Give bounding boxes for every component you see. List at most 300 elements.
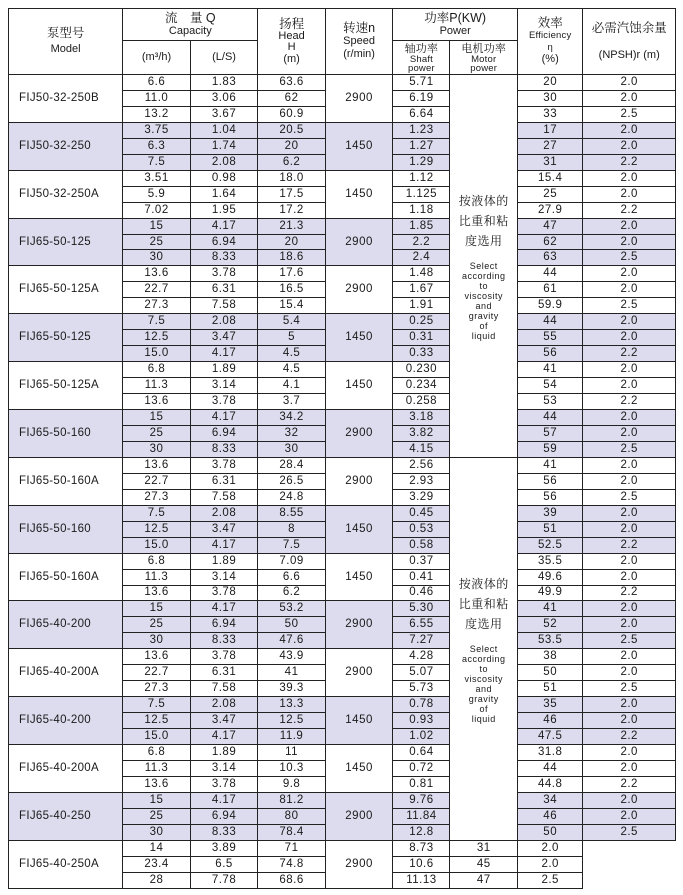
- model-header-zh: 泵型号: [46, 26, 85, 40]
- head-cell: 6.2: [258, 585, 326, 601]
- speed-cell: 1450: [325, 170, 393, 218]
- head-cell: 4.5: [258, 362, 326, 378]
- npsh-cell: 2.0: [583, 170, 676, 186]
- npsh-cell: 2.0: [583, 138, 676, 154]
- capacity-ls-cell: 0.98: [190, 170, 258, 186]
- capacity-ls-cell: 1.89: [190, 362, 258, 378]
- motor-note-en-line: of: [479, 320, 488, 331]
- motor-note-en-line: liquid: [471, 330, 496, 341]
- model-cell: FIJ65-50-160: [9, 505, 123, 553]
- npsh-cell: 2.0: [583, 425, 676, 441]
- capacity-m3h-cell: 15: [123, 792, 191, 808]
- capacity-m3h-cell: 22.7: [123, 473, 191, 489]
- capacity-m3h-cell: 27.3: [123, 681, 191, 697]
- capacity-ls-cell: 3.78: [190, 649, 258, 665]
- shaft-power-cell: 4.28: [393, 649, 450, 665]
- efficiency-cell: 45: [450, 856, 518, 872]
- motor-note-en-line: of: [479, 703, 488, 714]
- efficiency-cell: 56: [517, 346, 582, 362]
- table-row: [9, 170, 676, 186]
- table-row: [9, 649, 676, 665]
- efficiency-cell: 44: [517, 314, 582, 330]
- head-cell: 11: [258, 745, 326, 761]
- capacity-ls-cell: 7.58: [190, 489, 258, 505]
- efficiency-cell: 59.9: [517, 298, 582, 314]
- efficiency-cell: 53.5: [517, 633, 582, 649]
- shaft-power-cell: 2.56: [393, 457, 450, 473]
- efficiency-cell: 51: [517, 681, 582, 697]
- head-cell: 6.2: [258, 154, 326, 170]
- capacity-m3h-cell: 22.7: [123, 665, 191, 681]
- shaft-power-cell: 1.85: [393, 218, 450, 234]
- capacity-m3h-cell: 7.5: [123, 314, 191, 330]
- efficiency-cell: 33: [517, 106, 582, 122]
- efficiency-cell: 20: [517, 75, 582, 91]
- motor-note-en: [450, 261, 517, 341]
- capacity-ls-cell: 3.78: [190, 266, 258, 282]
- capacity-ls-cell: 7.58: [190, 298, 258, 314]
- motor-note-en-line: viscosity: [464, 673, 503, 684]
- speed-cell: 2900: [325, 601, 393, 649]
- capacity-ls-cell: 8.33: [190, 441, 258, 457]
- shaft-power-cell: 7.27: [393, 633, 450, 649]
- capacity-ls-cell: 1.74: [190, 138, 258, 154]
- capacity-ls-cell: 4.17: [190, 537, 258, 553]
- efficiency-header-en: Efficiency: [528, 30, 572, 41]
- capacity-m3h-cell: 15: [123, 601, 191, 617]
- shaft-power-cell: 1.02: [393, 729, 450, 745]
- motor-note-en: [450, 644, 517, 724]
- model-cell: FIJ65-50-125A: [9, 266, 123, 314]
- table-row: [9, 314, 676, 330]
- shaft-power-cell: 11.84: [393, 808, 450, 824]
- head-cell: 60.9: [258, 106, 326, 122]
- shaft-power-cell: 8.73: [393, 840, 450, 856]
- efficiency-cell: 31: [450, 840, 518, 856]
- capacity-m3h-cell: 11.3: [123, 569, 191, 585]
- motor-note-en-line: and: [475, 300, 492, 311]
- efficiency-cell: 62: [517, 234, 582, 250]
- npsh-cell: 2.5: [583, 681, 676, 697]
- motor-power-note: [450, 457, 518, 840]
- shaft-power-cell: 0.31: [393, 330, 450, 346]
- efficiency-cell: 46: [517, 808, 582, 824]
- capacity-m3h-cell: 12.5: [123, 330, 191, 346]
- npsh-cell: 2.2: [583, 154, 676, 170]
- shaft-power-cell: 1.91: [393, 298, 450, 314]
- head-cell: 6.6: [258, 569, 326, 585]
- speed-cell: 1450: [325, 362, 393, 410]
- shaft-power-en: Shaft power: [407, 53, 435, 74]
- npsh-cell: 2.2: [583, 776, 676, 792]
- shaft-power-header: [393, 41, 450, 75]
- capacity-m3h-cell: 13.6: [123, 776, 191, 792]
- efficiency-cell: 38: [517, 649, 582, 665]
- power-header-en: Power: [439, 24, 471, 37]
- npsh-cell: 2.5: [583, 250, 676, 266]
- head-cell: 32: [258, 425, 326, 441]
- capacity-m3h-cell: 13.2: [123, 106, 191, 122]
- efficiency-cell: 44: [517, 410, 582, 426]
- capacity-ls-cell: 3.78: [190, 776, 258, 792]
- efficiency-cell: 53: [517, 394, 582, 410]
- capacity-m3h-cell: 15.0: [123, 537, 191, 553]
- model-cell: FIJ65-40-250: [9, 792, 123, 840]
- head-cell: 26.5: [258, 473, 326, 489]
- npsh-cell: 2.0: [583, 617, 676, 633]
- table-body: [9, 75, 676, 889]
- npsh-cell: 2.2: [583, 729, 676, 745]
- npsh-cell: 2.0: [583, 362, 676, 378]
- head-cell: 8: [258, 521, 326, 537]
- head-cell: 16.5: [258, 282, 326, 298]
- capacity-ls-cell: 8.33: [190, 824, 258, 840]
- model-cell: FIJ65-50-125A: [9, 362, 123, 410]
- pump-performance-table: [8, 8, 676, 889]
- npsh-cell: 2.0: [583, 649, 676, 665]
- npsh-cell: 2.0: [583, 218, 676, 234]
- motor-note-en-line: gravity: [468, 693, 499, 704]
- npsh-cell: 2.0: [583, 713, 676, 729]
- speed-cell: 2900: [325, 792, 393, 840]
- capacity-ls-cell: 8.33: [190, 250, 258, 266]
- npsh-header-en: (NPSH)r (m): [598, 48, 660, 61]
- motor-note-zh-line: 按液体的: [458, 576, 509, 591]
- capacity-ls-cell: 3.89: [190, 840, 258, 856]
- capacity-ls-cell: 6.31: [190, 282, 258, 298]
- model-header: [9, 9, 123, 75]
- capacity-m3h-cell: 3.75: [123, 122, 191, 138]
- efficiency-cell: 39: [517, 505, 582, 521]
- capacity-m3h-cell: 5.9: [123, 186, 191, 202]
- efficiency-cell: 35: [517, 697, 582, 713]
- efficiency-cell: 44: [517, 760, 582, 776]
- capacity-m3h-cell: 13.6: [123, 457, 191, 473]
- efficiency-header-unit: (%): [541, 53, 559, 65]
- head-cell: 63.6: [258, 75, 326, 91]
- head-cell: 18.0: [258, 170, 326, 186]
- model-cell: FIJ65-40-200A: [9, 745, 123, 793]
- capacity-m3h-cell: 13.6: [123, 266, 191, 282]
- model-cell: FIJ65-40-200A: [9, 649, 123, 697]
- table-row: [9, 362, 676, 378]
- npsh-cell: 2.0: [583, 330, 676, 346]
- capacity-unit-ls: (L/S): [190, 41, 258, 75]
- shaft-power-cell: 2.4: [393, 250, 450, 266]
- head-cell: 71: [258, 840, 326, 856]
- capacity-m3h-cell: 6.8: [123, 362, 191, 378]
- npsh-cell: 2.0: [583, 75, 676, 91]
- shaft-power-cell: 2.2: [393, 234, 450, 250]
- speed-cell: 1450: [325, 122, 393, 170]
- capacity-ls-cell: 3.78: [190, 457, 258, 473]
- head-cell: 21.3: [258, 218, 326, 234]
- table-row: [9, 457, 676, 473]
- efficiency-cell: 17: [517, 122, 582, 138]
- head-cell: 43.9: [258, 649, 326, 665]
- npsh-cell: 2.0: [583, 186, 676, 202]
- npsh-cell: 2.2: [583, 346, 676, 362]
- capacity-ls-cell: 6.31: [190, 473, 258, 489]
- efficiency-cell: 27: [517, 138, 582, 154]
- shaft-power-cell: 0.234: [393, 378, 450, 394]
- motor-note-zh: [450, 574, 517, 634]
- head-cell: 20: [258, 138, 326, 154]
- npsh-cell: 2.0: [583, 569, 676, 585]
- capacity-m3h-cell: 30: [123, 824, 191, 840]
- capacity-unit-m3h: (m³/h): [123, 41, 191, 75]
- model-cell: FIJ65-40-250A: [9, 840, 123, 888]
- speed-header-unit: (r/min): [343, 48, 375, 60]
- efficiency-cell: 31: [517, 154, 582, 170]
- npsh-cell: 2.5: [517, 872, 582, 888]
- capacity-m3h-cell: 23.4: [123, 856, 191, 872]
- npsh-cell: 2.0: [517, 840, 582, 856]
- efficiency-cell: 15.4: [517, 170, 582, 186]
- capacity-ls-cell: 6.94: [190, 234, 258, 250]
- motor-note-en-line: and: [475, 683, 492, 694]
- capacity-m3h-cell: 7.02: [123, 202, 191, 218]
- shaft-power-cell: 1.27: [393, 138, 450, 154]
- npsh-cell: 2.0: [583, 314, 676, 330]
- efficiency-cell: 56: [517, 489, 582, 505]
- npsh-cell: 2.0: [583, 521, 676, 537]
- table-row: [9, 553, 676, 569]
- capacity-m3h-cell: 12.5: [123, 713, 191, 729]
- motor-note-en-line: gravity: [468, 310, 499, 321]
- model-cell: FIJ50-32-250: [9, 122, 123, 170]
- shaft-power-cell: 1.12: [393, 170, 450, 186]
- capacity-m3h-cell: 25: [123, 808, 191, 824]
- npsh-cell: 2.5: [583, 441, 676, 457]
- motor-note-zh-line: 比重和粘: [458, 596, 509, 611]
- model-cell: FIJ50-32-250B: [9, 75, 123, 123]
- capacity-ls-cell: 6.94: [190, 808, 258, 824]
- capacity-m3h-cell: 25: [123, 617, 191, 633]
- capacity-m3h-cell: 6.8: [123, 553, 191, 569]
- efficiency-cell: 47: [517, 218, 582, 234]
- npsh-cell: 2.0: [583, 505, 676, 521]
- table-row: [9, 792, 676, 808]
- npsh-cell: 2.0: [583, 122, 676, 138]
- speed-cell: 2900: [325, 218, 393, 266]
- npsh-cell: 2.0: [583, 282, 676, 298]
- capacity-ls-cell: 3.47: [190, 713, 258, 729]
- efficiency-cell: 25: [517, 186, 582, 202]
- motor-note-en-line: to: [479, 663, 488, 674]
- npsh-cell: 2.2: [583, 394, 676, 410]
- capacity-m3h-cell: 6.6: [123, 75, 191, 91]
- shaft-power-cell: 4.15: [393, 441, 450, 457]
- capacity-ls-cell: 2.08: [190, 314, 258, 330]
- npsh-cell: 2.0: [583, 601, 676, 617]
- table-row: [9, 75, 676, 91]
- head-cell: 9.8: [258, 776, 326, 792]
- capacity-ls-cell: 4.17: [190, 601, 258, 617]
- shaft-power-cell: 3.29: [393, 489, 450, 505]
- shaft-power-cell: 3.18: [393, 410, 450, 426]
- npsh-cell: 2.0: [583, 410, 676, 426]
- capacity-m3h-cell: 11.3: [123, 378, 191, 394]
- capacity-m3h-cell: 15.0: [123, 729, 191, 745]
- motor-power-header: [450, 41, 518, 75]
- capacity-ls-cell: 3.14: [190, 760, 258, 776]
- npsh-cell: 2.2: [583, 202, 676, 218]
- npsh-cell: 2.5: [583, 633, 676, 649]
- table-header: [9, 9, 676, 75]
- motor-note-zh: [450, 191, 517, 251]
- motor-note-en-line: according: [461, 270, 506, 281]
- capacity-ls-cell: 4.17: [190, 218, 258, 234]
- power-header: [393, 9, 518, 41]
- speed-cell: 1450: [325, 745, 393, 793]
- head-header-zh: 扬程: [279, 16, 305, 31]
- capacity-ls-cell: 6.94: [190, 425, 258, 441]
- head-cell: 4.1: [258, 378, 326, 394]
- shaft-power-cell: 0.45: [393, 505, 450, 521]
- shaft-power-cell: 6.64: [393, 106, 450, 122]
- head-cell: 7.5: [258, 537, 326, 553]
- head-cell: 81.2: [258, 792, 326, 808]
- capacity-ls-cell: 1.95: [190, 202, 258, 218]
- efficiency-cell: 52.5: [517, 537, 582, 553]
- head-cell: 20.5: [258, 122, 326, 138]
- capacity-m3h-cell: 15: [123, 410, 191, 426]
- shaft-power-cell: 0.41: [393, 569, 450, 585]
- npsh-cell: 2.0: [583, 266, 676, 282]
- shaft-power-cell: 0.78: [393, 697, 450, 713]
- efficiency-cell: 56: [517, 473, 582, 489]
- head-cell: 47.6: [258, 633, 326, 649]
- efficiency-header: [517, 9, 582, 75]
- head-cell: 53.2: [258, 601, 326, 617]
- capacity-m3h-cell: 13.6: [123, 649, 191, 665]
- npsh-header: [583, 9, 676, 75]
- shaft-power-cell: 12.8: [393, 824, 450, 840]
- efficiency-cell: 41: [517, 601, 582, 617]
- efficiency-cell: 30: [517, 90, 582, 106]
- speed-header: [325, 9, 393, 75]
- capacity-ls-cell: 2.08: [190, 697, 258, 713]
- speed-cell: 1450: [325, 314, 393, 362]
- shaft-power-cell: 0.33: [393, 346, 450, 362]
- npsh-cell: 2.5: [583, 106, 676, 122]
- shaft-power-cell: 5.30: [393, 601, 450, 617]
- capacity-m3h-cell: 28: [123, 872, 191, 888]
- efficiency-cell: 41: [517, 362, 582, 378]
- capacity-m3h-cell: 27.3: [123, 489, 191, 505]
- speed-cell: 2900: [325, 266, 393, 314]
- head-cell: 78.4: [258, 824, 326, 840]
- capacity-ls-cell: 3.67: [190, 106, 258, 122]
- efficiency-cell: 51: [517, 521, 582, 537]
- capacity-ls-cell: 2.08: [190, 505, 258, 521]
- head-cell: 28.4: [258, 457, 326, 473]
- npsh-cell: 2.5: [583, 489, 676, 505]
- table-row: [9, 601, 676, 617]
- head-cell: 11.9: [258, 729, 326, 745]
- capacity-m3h-cell: 30: [123, 441, 191, 457]
- npsh-cell: 2.0: [583, 378, 676, 394]
- head-cell: 41: [258, 665, 326, 681]
- speed-cell: 1450: [325, 553, 393, 601]
- capacity-m3h-cell: 6.8: [123, 745, 191, 761]
- head-cell: 20: [258, 234, 326, 250]
- capacity-m3h-cell: 22.7: [123, 282, 191, 298]
- efficiency-cell: 31.8: [517, 745, 582, 761]
- shaft-power-cell: 10.6: [393, 856, 450, 872]
- capacity-ls-cell: 1.89: [190, 553, 258, 569]
- efficiency-cell: 57: [517, 425, 582, 441]
- speed-cell: 2900: [325, 649, 393, 697]
- head-cell: 18.6: [258, 250, 326, 266]
- motor-note-en-line: viscosity: [464, 290, 503, 301]
- npsh-cell: 2.0: [583, 457, 676, 473]
- speed-cell: 1450: [325, 505, 393, 553]
- model-cell: FIJ65-50-125: [9, 218, 123, 266]
- shaft-power-cell: 0.25: [393, 314, 450, 330]
- head-cell: 68.6: [258, 872, 326, 888]
- efficiency-cell: 54: [517, 378, 582, 394]
- shaft-power-cell: 1.48: [393, 266, 450, 282]
- capacity-ls-cell: 6.94: [190, 617, 258, 633]
- capacity-m3h-cell: 13.6: [123, 394, 191, 410]
- head-cell: 15.4: [258, 298, 326, 314]
- shaft-power-cell: 0.46: [393, 585, 450, 601]
- head-cell: 80: [258, 808, 326, 824]
- capacity-ls-cell: 7.78: [190, 872, 258, 888]
- capacity-ls-cell: 4.17: [190, 346, 258, 362]
- motor-power-note: [450, 75, 518, 458]
- capacity-m3h-cell: 25: [123, 425, 191, 441]
- capacity-ls-cell: 3.78: [190, 585, 258, 601]
- model-cell: FIJ65-50-160: [9, 410, 123, 458]
- speed-cell: 2900: [325, 457, 393, 505]
- capacity-ls-cell: 4.17: [190, 729, 258, 745]
- efficiency-cell: 55: [517, 330, 582, 346]
- capacity-m3h-cell: 30: [123, 633, 191, 649]
- motor-note-zh-line: 度选用: [464, 616, 503, 631]
- shaft-power-cell: 0.53: [393, 521, 450, 537]
- speed-header-en: Speed: [343, 35, 375, 47]
- efficiency-cell: 49.9: [517, 585, 582, 601]
- capacity-header-zh: 流 量 Q: [164, 10, 216, 25]
- npsh-header-zh: 必需汽蚀余量: [591, 20, 667, 35]
- capacity-ls-cell: 1.89: [190, 745, 258, 761]
- capacity-ls-cell: 4.17: [190, 410, 258, 426]
- motor-power-en: Motor power: [470, 53, 498, 74]
- shaft-power-cell: 1.23: [393, 122, 450, 138]
- capacity-m3h-cell: 6.3: [123, 138, 191, 154]
- head-cell: 5.4: [258, 314, 326, 330]
- capacity-m3h-cell: 14: [123, 840, 191, 856]
- head-cell: 30: [258, 441, 326, 457]
- capacity-m3h-cell: 13.6: [123, 585, 191, 601]
- npsh-cell: 2.0: [583, 697, 676, 713]
- head-cell: 62: [258, 90, 326, 106]
- shaft-power-cell: 0.37: [393, 553, 450, 569]
- table-row: [9, 505, 676, 521]
- shaft-power-cell: 0.93: [393, 713, 450, 729]
- capacity-m3h-cell: 7.5: [123, 505, 191, 521]
- head-cell: 4.5: [258, 346, 326, 362]
- head-header-symbol: H: [287, 40, 296, 53]
- npsh-cell: 2.2: [583, 585, 676, 601]
- table-row: [9, 218, 676, 234]
- capacity-m3h-cell: 12.5: [123, 521, 191, 537]
- table-row: [9, 266, 676, 282]
- model-cell: FIJ65-50-125: [9, 314, 123, 362]
